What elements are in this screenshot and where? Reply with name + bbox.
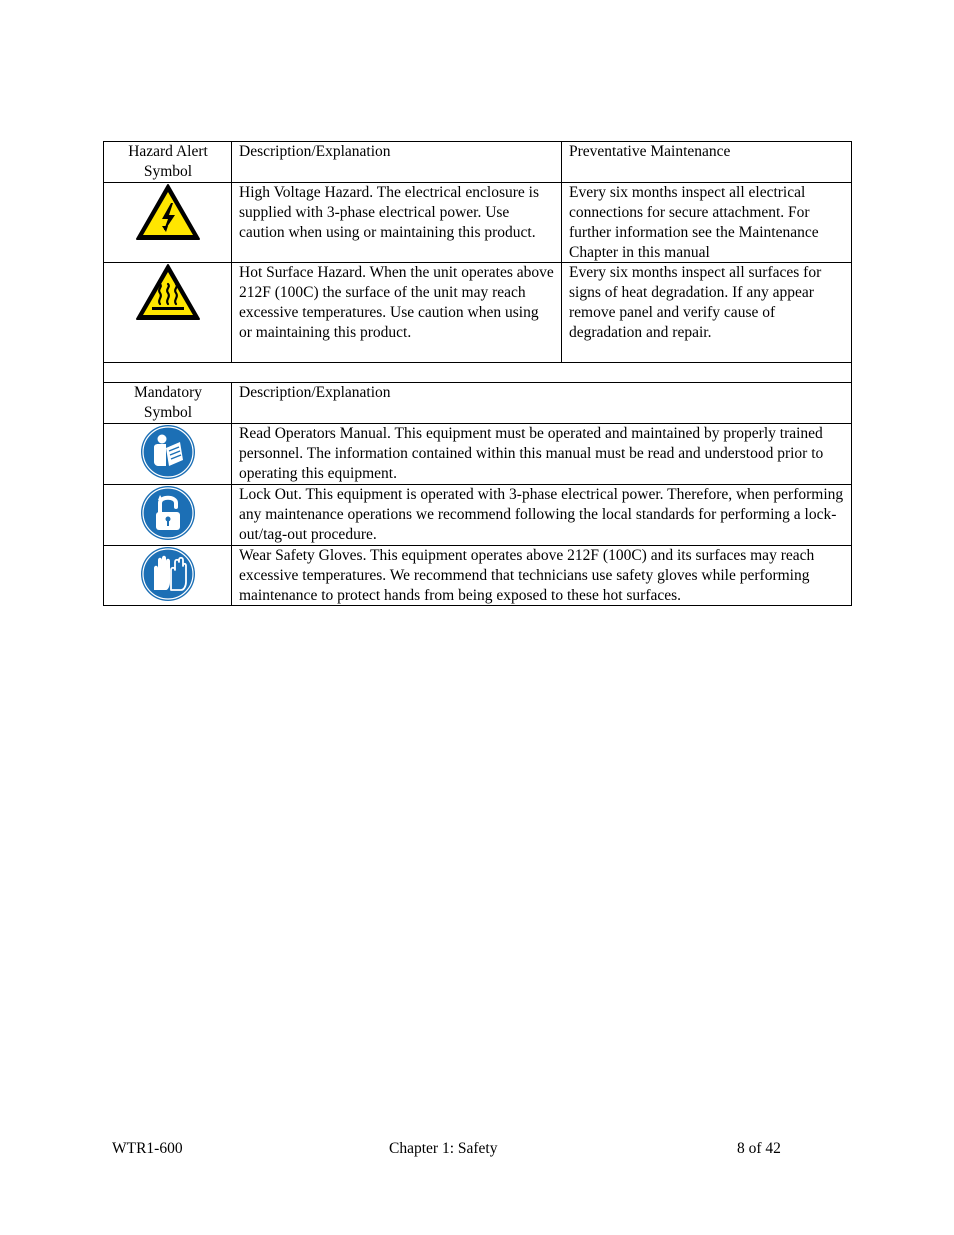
safety-gloves-icon (140, 546, 196, 602)
mandatory-description-header: Description/Explanation (232, 383, 852, 424)
hazard-symbol-header: Hazard Alert Symbol (104, 142, 232, 183)
mandatory-symbol-cell (104, 424, 232, 485)
footer-page-number: 8 of 42 (737, 1140, 781, 1157)
table-spacer-row (104, 363, 852, 383)
mandatory-symbol-header: Mandatory Symbol (104, 383, 232, 424)
spacer-cell (104, 363, 852, 383)
mandatory-description: Wear Safety Gloves. This equipment operates above 212F (100C) and its surfaces may reach excessive temperatures. We recommend that technicians use safety gloves while performing maintenance to protect hands from being exposed to these hot surfaces. (232, 545, 852, 606)
table-row (104, 545, 852, 606)
mandatory-header-row (104, 383, 852, 424)
mandatory-description: Lock Out. This equipment is operated with 3-phase electrical power. Therefore, when performing any maintenance operations we recommend following the local standards for performing a lock-out/tag-out procedure. (232, 484, 852, 545)
table-row (104, 484, 852, 545)
hazard-symbol-cell (104, 182, 232, 263)
read-manual-icon (140, 424, 196, 480)
hazard-description-header: Description/Explanation (232, 142, 562, 183)
hazard-description: High Voltage Hazard. The electrical enclosure is supplied with 3-phase electrical power. Use caution when using or maintaining this product. (232, 182, 562, 263)
high-voltage-warning-icon (135, 183, 201, 241)
mandatory-symbol-cell (104, 545, 232, 606)
safety-symbols-table (103, 141, 852, 606)
hazard-description: Hot Surface Hazard. When the unit operates above 212F (100C) the surface of the unit may reach excessive temperatures. Use caution when using or maintaining this product. (232, 263, 562, 363)
table-row (104, 182, 852, 263)
lock-out-icon (140, 485, 196, 541)
hazard-symbol-cell (104, 263, 232, 363)
hazard-header-row (104, 142, 852, 183)
hot-surface-warning-icon (135, 263, 201, 321)
table-row (104, 263, 852, 363)
hazard-maintenance: Every six months inspect all electrical connections for secure attachment. For further information see the Maintenance Chapter in this manual (562, 182, 852, 263)
hazard-maintenance: Every six months inspect all surfaces for signs of heat degradation. If any appear remove panel and verify cause of degradation and repair. (562, 263, 852, 363)
table-row (104, 424, 852, 485)
mandatory-description: Read Operators Manual. This equipment must be operated and maintained by properly trained personnel. The information contained within this manual must be read and understood prior to operating this equipment. (232, 424, 852, 485)
footer-document-id: WTR1-600 (112, 1140, 183, 1157)
hazard-maintenance-header: Preventative Maintenance (562, 142, 852, 183)
footer-chapter: Chapter 1: Safety (389, 1140, 498, 1157)
mandatory-symbol-cell (104, 484, 232, 545)
